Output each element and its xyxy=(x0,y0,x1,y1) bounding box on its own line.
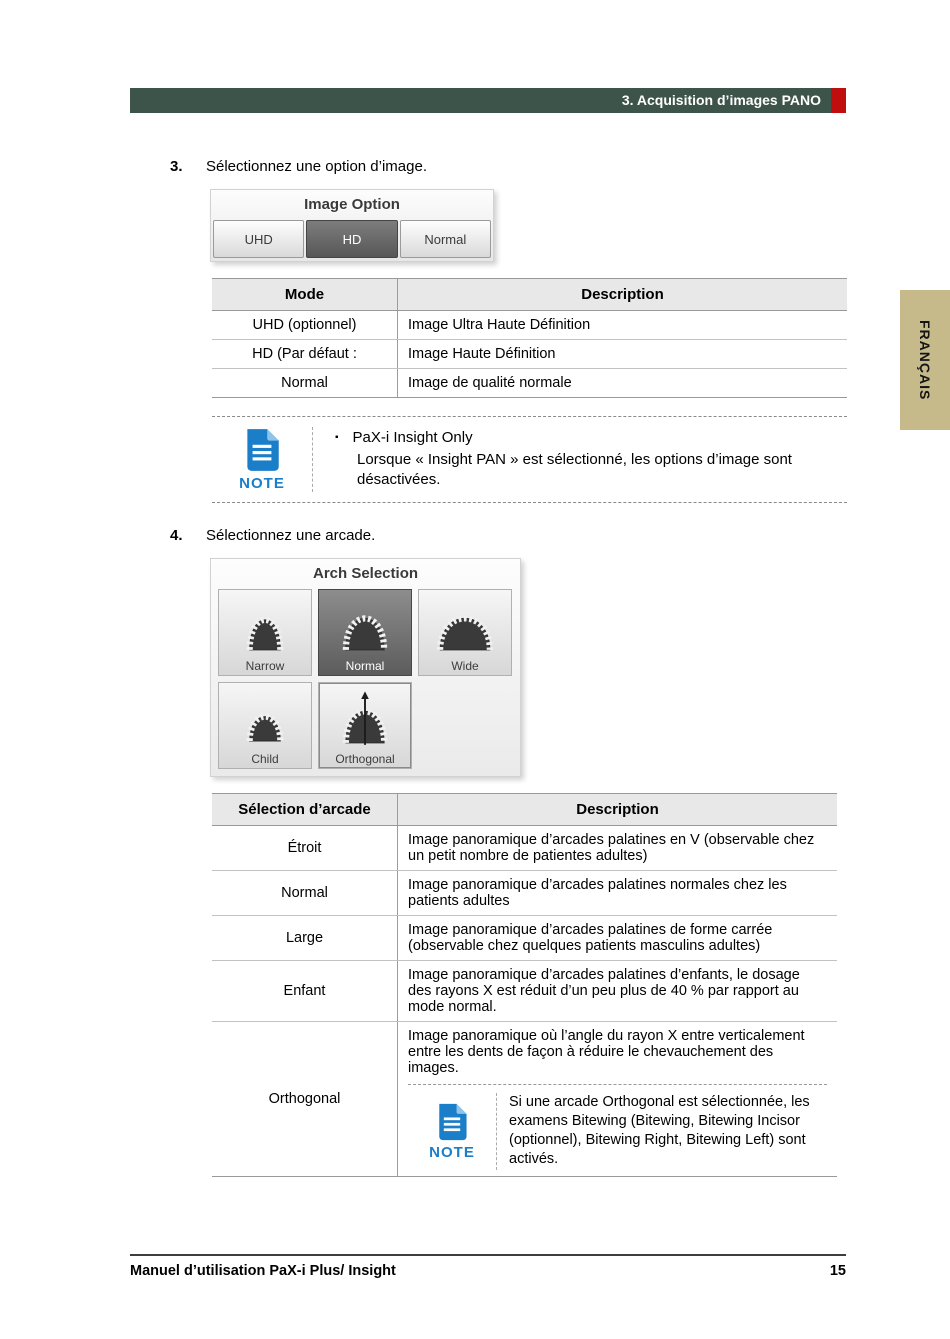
table-header-row xyxy=(212,794,837,826)
step-text: Sélectionnez une option d’image. xyxy=(206,158,427,175)
note-label: NOTE xyxy=(429,1143,475,1161)
table-row xyxy=(212,916,837,961)
image-option-buttons xyxy=(211,220,493,258)
note-text-line1: PaX-i Insight Only xyxy=(352,428,473,446)
note-icon-column xyxy=(408,1093,497,1170)
image-option-panel-title: Image Option xyxy=(304,196,400,213)
hd-button[interactable]: HD xyxy=(306,220,397,258)
orthogonal-arch-icon xyxy=(322,688,408,752)
narrow-arch-icon xyxy=(222,595,308,659)
child-arch-icon xyxy=(222,688,308,752)
table-row xyxy=(212,826,837,871)
image-option-table xyxy=(212,278,847,398)
inline-note-box xyxy=(408,1084,827,1170)
arch-selection-table xyxy=(212,793,837,1177)
bullet-icon: ▪ xyxy=(335,431,339,443)
arch-selection-title: Arch Selection xyxy=(312,565,419,582)
arch-tile-wide[interactable] xyxy=(418,589,512,676)
desc-cell: Image Haute Définition xyxy=(398,340,848,369)
chapter-title: 3. Acquisition d’images PANO xyxy=(130,88,831,113)
chapter-header xyxy=(130,88,846,113)
desc-text: Image panoramique où l’angle du rayon X entre verticalement entre les dents de façon à réduire le chevauchement des images. xyxy=(408,1028,805,1076)
arch-cell: Normal xyxy=(212,871,398,916)
normal-arch-icon xyxy=(322,595,408,659)
arch-cell: Orthogonal xyxy=(212,1022,398,1177)
mode-header: Mode xyxy=(212,279,398,311)
arch-tile-label: Narrow xyxy=(245,659,285,673)
mode-cell: HD (Par défaut : xyxy=(212,340,398,369)
arch-tile-label: Orthogonal xyxy=(335,752,395,766)
step-3-heading xyxy=(130,158,847,175)
normal-button[interactable]: Normal xyxy=(400,220,491,258)
desc-cell: Image panoramique d’arcades palatines normales chez les patients adultes xyxy=(398,871,838,916)
footer-page-number: 15 xyxy=(829,1263,846,1279)
table-header-row xyxy=(212,279,847,311)
step-text: Sélectionnez une arcade. xyxy=(206,527,376,544)
arch-cell: Large xyxy=(212,916,398,961)
description-header: Description xyxy=(398,279,848,311)
mode-cell: Normal xyxy=(212,369,398,398)
table-row xyxy=(212,340,847,369)
note-document-icon xyxy=(432,1102,472,1142)
note-document-icon xyxy=(239,427,285,473)
header-red-accent xyxy=(831,88,846,113)
table-row xyxy=(212,369,847,398)
wide-arch-icon xyxy=(422,595,508,659)
step-4-heading xyxy=(130,527,847,544)
table-row xyxy=(212,961,837,1022)
step-number: 4. xyxy=(170,527,183,544)
mode-cell: UHD (optionnel) xyxy=(212,311,398,340)
desc-cell: Image panoramique d’arcades palatines en V (observable chez un petit nombre de patientes adultes) xyxy=(398,826,838,871)
arch-cell: Enfant xyxy=(212,961,398,1022)
arch-tile-label: Wide xyxy=(451,659,479,673)
arch-tile-label: Normal xyxy=(345,659,385,673)
table-row xyxy=(212,871,837,916)
arch-tile-narrow[interactable] xyxy=(218,589,312,676)
note-content xyxy=(313,429,847,491)
arch-header: Sélection d’arcade xyxy=(212,794,398,826)
desc-cell: Image panoramique d’arcades palatines d’enfants, le dosage des rayons X est réduit d’un peu plus de 40 % par rapport au mode normal. xyxy=(398,961,838,1022)
desc-cell xyxy=(398,1022,838,1177)
note-icon-column xyxy=(212,427,313,492)
desc-cell: Image Ultra Haute Définition xyxy=(398,311,848,340)
arch-grid xyxy=(211,589,520,769)
page-footer xyxy=(130,1254,846,1279)
table-row xyxy=(212,1022,837,1177)
step-number: 3. xyxy=(170,158,183,175)
arch-selection-panel xyxy=(210,558,521,777)
arch-tile-child[interactable] xyxy=(218,682,312,769)
desc-cell: Image panoramique d’arcades palatines de forme carrée (observable chez quelques patients masculins adultes) xyxy=(398,916,838,961)
note-box xyxy=(212,416,847,503)
inline-note-text: Si une arcade Orthogonal est sélectionnée, les examens Bitewing (Bitewing, Bitewing Incisor (optionnel), Bitewing Right, Bitewing Left) sont activés. xyxy=(509,1094,810,1168)
language-tab: FRANÇAIS xyxy=(900,290,950,430)
arch-tile-normal[interactable] xyxy=(318,589,412,676)
page-content xyxy=(130,150,847,1177)
image-option-panel xyxy=(210,189,494,262)
table-row xyxy=(212,311,847,340)
arch-tile-orthogonal[interactable] xyxy=(318,682,412,769)
arch-cell: Étroit xyxy=(212,826,398,871)
description-header: Description xyxy=(398,794,838,826)
uhd-button[interactable]: UHD xyxy=(213,220,304,258)
note-text-line2: Lorsque « Insight PAN » est sélectionné, les options d’image sont désactivées. xyxy=(357,450,792,488)
note-label: NOTE xyxy=(239,475,285,492)
footer-manual-title: Manuel d’utilisation PaX-i Plus/ Insight xyxy=(130,1263,396,1279)
arch-tile-label: Child xyxy=(251,752,279,766)
desc-cell: Image de qualité normale xyxy=(398,369,848,398)
